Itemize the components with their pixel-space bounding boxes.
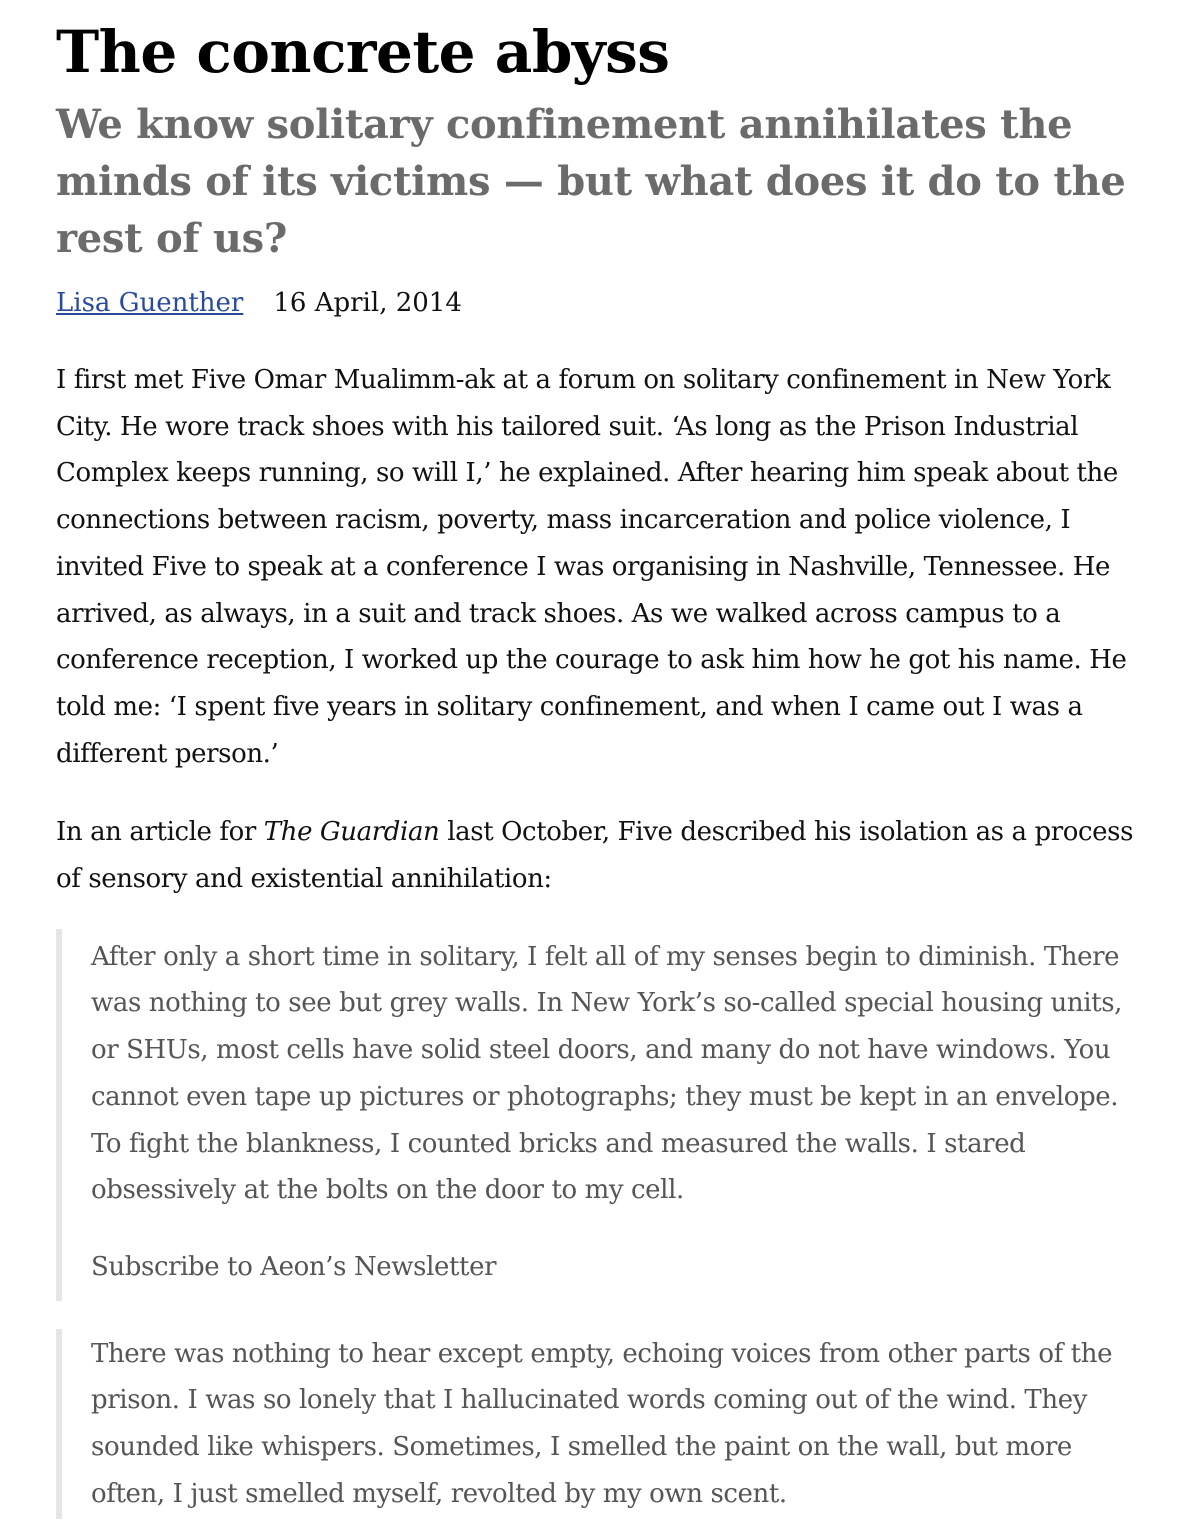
article-subtitle: We know solitary confinement annihilates the minds of its victims — but what does it do to the rest of us?	[56, 101, 1126, 262]
newsletter-subscribe-label[interactable]: Subscribe to Aeon’s Newsletter	[91, 1251, 497, 1282]
quote-text: After only a short time in solitary, I felt all of my senses begin to diminish. There was nothing to see but grey walls. In New York’s so-called special housing units, or SHUs, most cells have solid steel doors, and many do not have windows. You cannot even tape up pictures or photographs; they must be kept in an envelope. To fight the blankness, I counted bricks and measured the walls. I stared obsessively at the bolts on the door to my cell.	[91, 941, 1123, 1206]
author-link[interactable]: Lisa Guenther	[56, 288, 244, 318]
blockquote	[56, 1329, 1144, 1520]
article-title: The concrete abyss	[56, 18, 670, 86]
body-paragraph: I first met Five Omar Mualimm-ak at a forum on solitary confinement in New York City. He wore track shoes with his tailored suit. ‘As long as the Prison Industrial Complex keeps running, so will I,’ he explained. After hearing him speak about the connections between racism, poverty, mass incarceration and police violence, I invited Five to speak at a conference I was organising in Nashville, Tennessee. He arrived, as always, in a suit and track shoes. As we walked across campus to a conference reception, I worked up the courage to ask him how he got his name. He told me: ‘I spent five years in solitary confinement, and when I came out I was a different person.’	[56, 365, 1127, 769]
blockquote	[56, 929, 1144, 1301]
byline	[56, 285, 1144, 321]
paragraph-text: last October, Five described his isolation as a process of sensory and existential annihilation:	[56, 817, 1134, 895]
publication-name: The Guardian	[263, 817, 440, 848]
article-body	[56, 357, 1144, 1519]
publish-date: 16 April, 2014	[273, 288, 462, 318]
body-paragraph	[56, 809, 1144, 902]
paragraph-text: In an article for	[56, 817, 264, 848]
quote-text: There was nothing to hear except empty, echoing voices from other parts of the prison. I was so lonely that I hallucinated words coming out of the wind. They sounded like whispers. Sometimes, I smelled the paint on the wall, but more often, I just smelled myself, revolted by my own scent.	[91, 1338, 1113, 1509]
